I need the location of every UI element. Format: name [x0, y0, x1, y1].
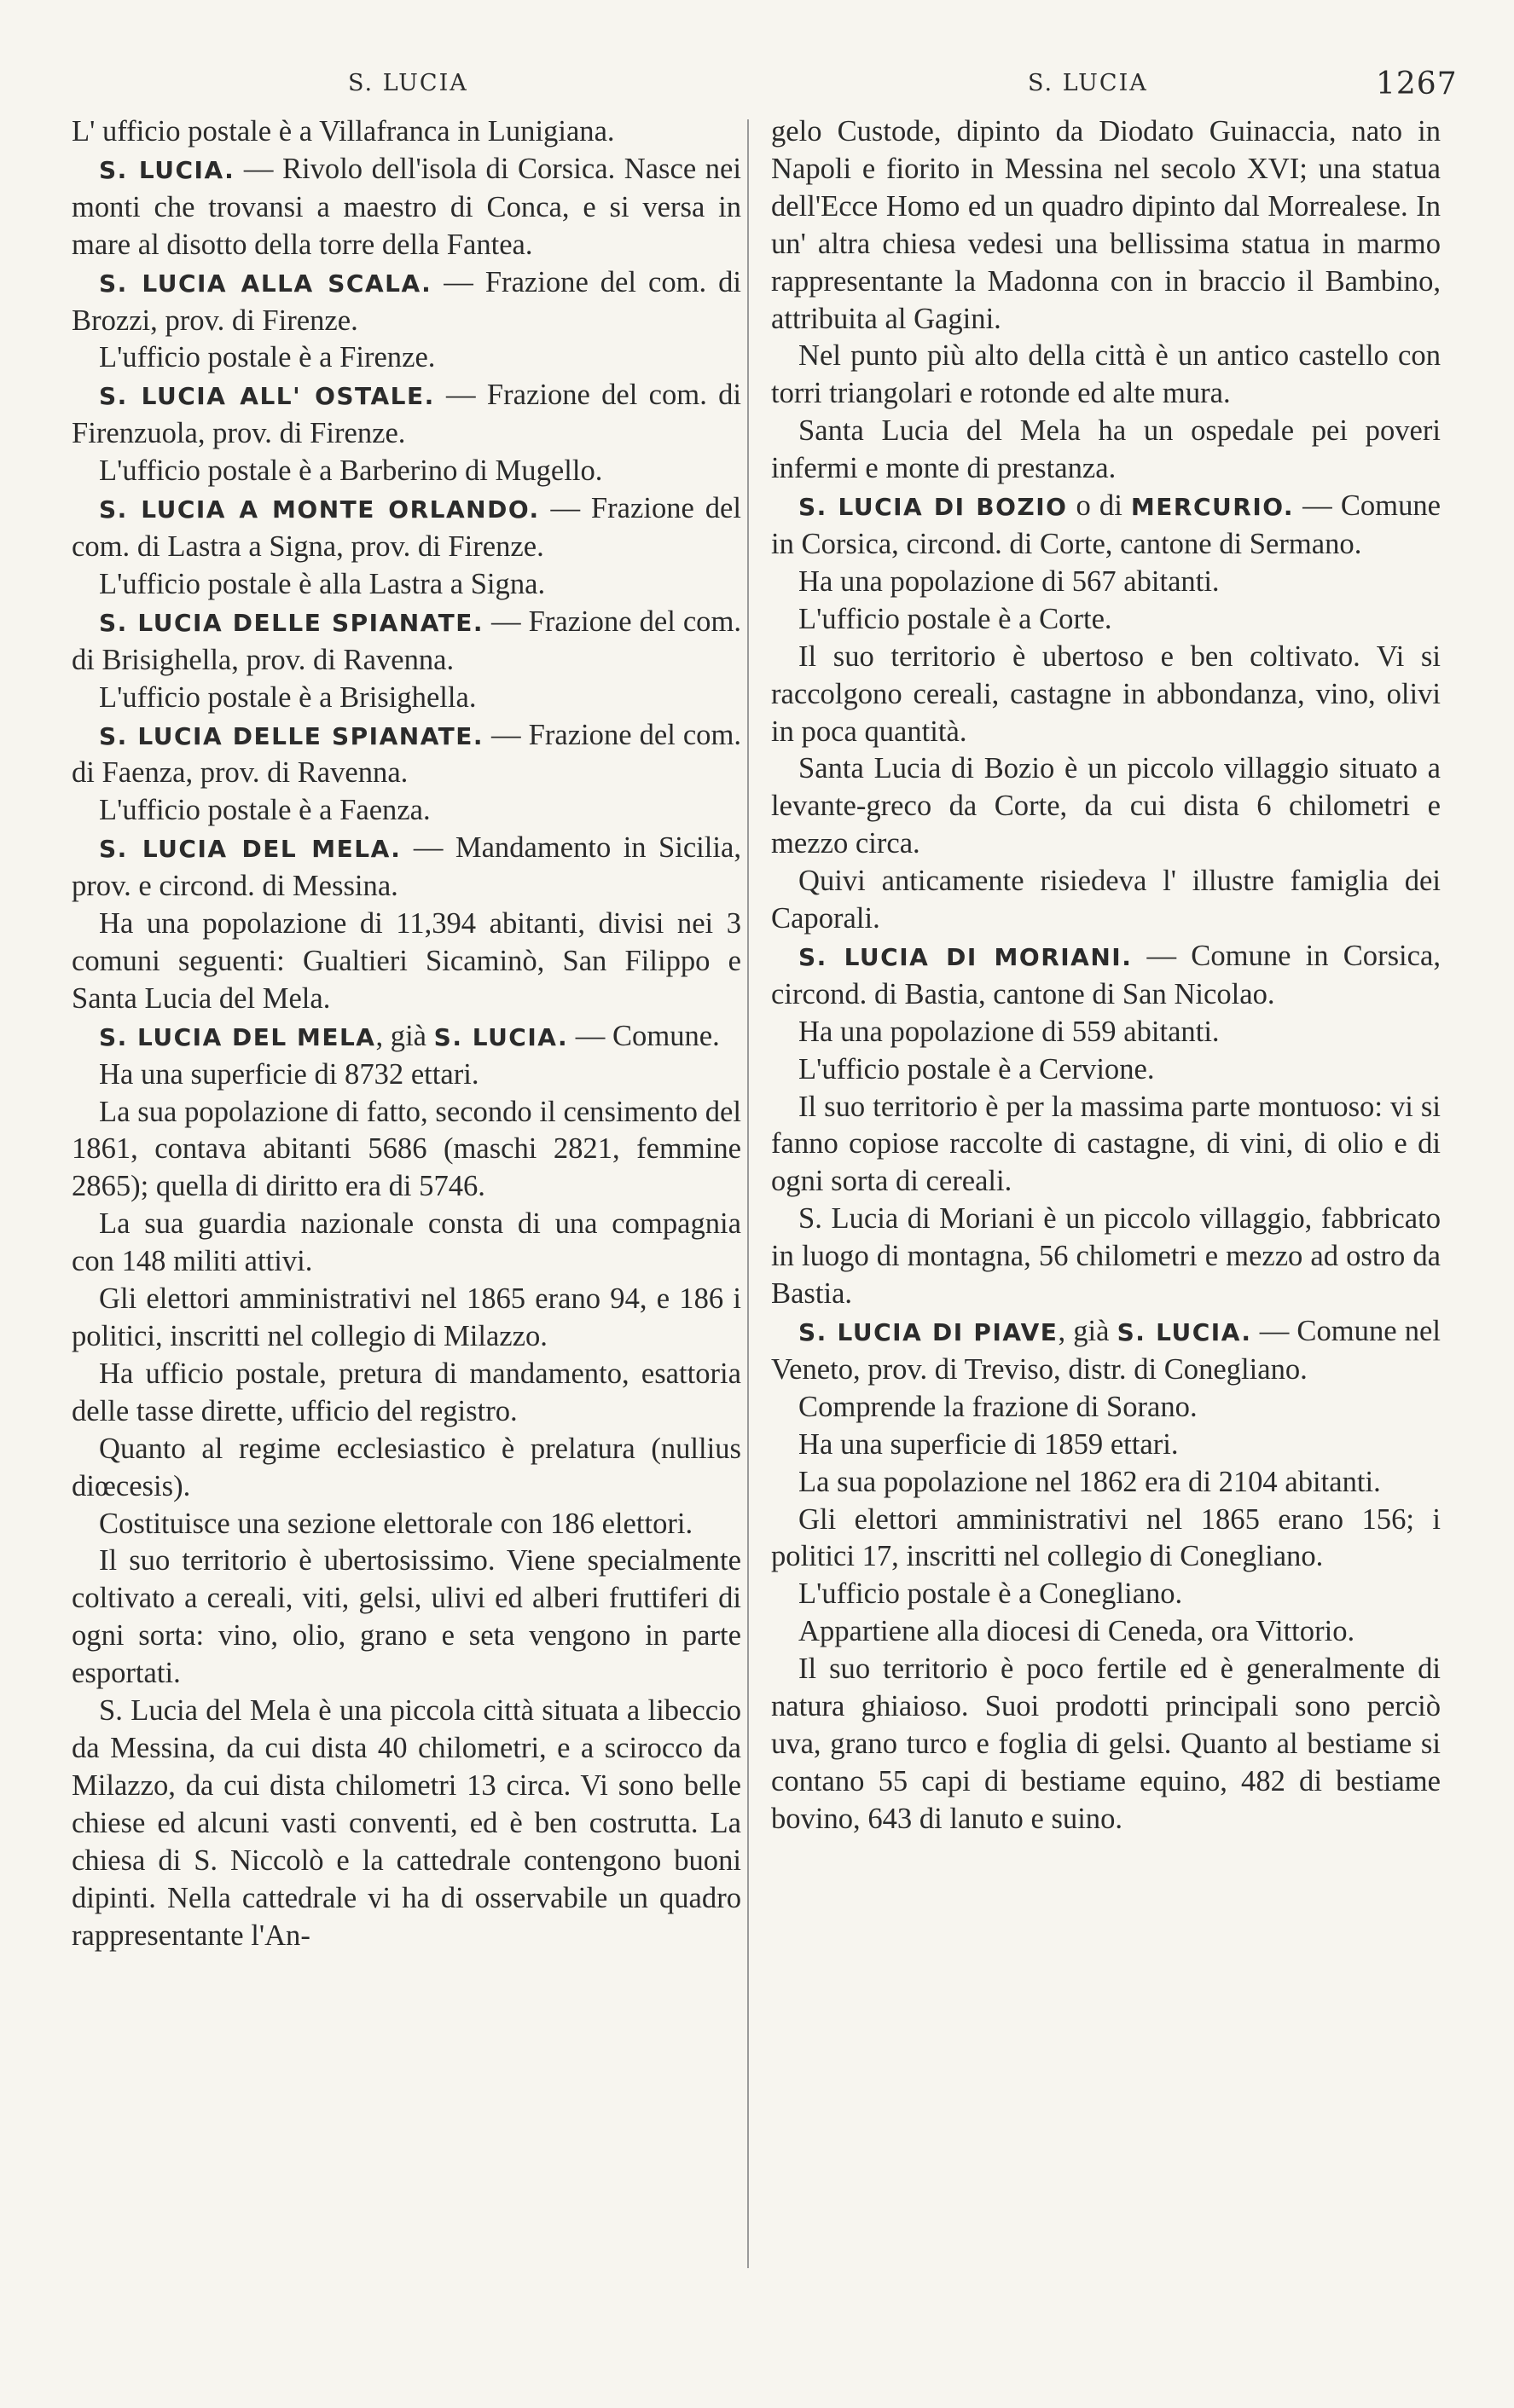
- entry-text: Gli elettori amministrativi nel 1865 erano 156; i politici 17, inscritti nel collegio di Conegliano.: [771, 1502, 1441, 1573]
- paragraph: [771, 750, 1441, 863]
- entry-text: o di: [1067, 489, 1131, 523]
- left-column: [72, 113, 741, 1954]
- paragraph: [771, 1089, 1441, 1201]
- paragraph: [72, 1693, 741, 1954]
- entry-paragraph: [72, 490, 741, 566]
- entry-text: — Frazione del com. di Faenza, prov. di Ravenna.: [72, 718, 741, 790]
- entry-headword: S. LUCIA DEL MELA: [99, 1022, 376, 1051]
- paragraph: [72, 113, 741, 151]
- entry-text: Ha una popolazione di 11,394 abitanti, divisi nei 3 comuni seguenti: Gualtieri Sicaminò, San Filippo e Santa Lucia del Mela.: [72, 907, 741, 1015]
- entry-text: Appartiene alla diocesi di Ceneda, ora Vittorio.: [798, 1615, 1355, 1648]
- entry-paragraph: [72, 1018, 741, 1056]
- entry-text: L'ufficio postale è a Cervione.: [798, 1052, 1155, 1085]
- entry-text: La sua popolazione nel 1862 era di 2104 abitanti.: [798, 1465, 1381, 1498]
- entry-text: , già: [375, 1019, 434, 1052]
- entry-paragraph: [72, 830, 741, 906]
- entry-headword: S. LUCIA.: [99, 155, 235, 184]
- entry-headword: S. LUCIA DI PIAVE: [798, 1318, 1059, 1346]
- paragraph: [771, 863, 1441, 938]
- entry-text: Costituisce una sezione elettorale con 186 elettori.: [99, 1507, 693, 1540]
- entry-text: L'ufficio postale è alla Lastra a Signa.: [99, 567, 546, 600]
- entry-text: L'ufficio postale è a Barberino di Mugello.: [99, 454, 603, 488]
- paragraph: [72, 1056, 741, 1094]
- entry-text: Ha una superficie di 8732 ettari.: [99, 1057, 479, 1091]
- entry-text: — Comune in Corsica, circond. di Bastia, cantone di San Nicolao.: [771, 939, 1441, 1010]
- entry-paragraph: [72, 604, 741, 680]
- entry-text: Comprende la frazione di Sorano.: [798, 1390, 1198, 1423]
- entry-text: L'ufficio postale è a Corte.: [798, 602, 1112, 635]
- page-number: 1267: [1376, 67, 1458, 101]
- entry-text: Il suo territorio è per la massima parte montuoso: vi si fanno copiose raccolte di castagne, di vini, di olio e di ogni sorta di cereali.: [771, 1090, 1441, 1198]
- paragraph: [771, 113, 1441, 338]
- entry-text: — Frazione del com. di Brisighella, prov. di Ravenna.: [72, 605, 741, 676]
- paragraph: [72, 1356, 741, 1431]
- entry-headword: S. LUCIA DI MORIANI.: [798, 942, 1133, 971]
- entry-paragraph: [72, 377, 741, 453]
- entry-paragraph: [72, 717, 741, 793]
- paragraph: [72, 1431, 741, 1506]
- entry-headword: S. LUCIA DEL MELA.: [99, 835, 402, 864]
- running-head-left: S. LUCIA: [348, 70, 468, 96]
- paragraph: [771, 1427, 1441, 1464]
- paragraph: [771, 1389, 1441, 1427]
- entry-headword: S. LUCIA A MONTE ORLANDO.: [99, 495, 540, 524]
- entry-text: L'ufficio postale è a Brisighella.: [99, 680, 477, 714]
- entry-text: Gli elettori amministrativi nel 1865 erano 94, e 186 i politici, inscritti nel collegio di Milazzo.: [72, 1282, 741, 1352]
- entry-text: L'ufficio postale è a Firenze.: [99, 341, 436, 374]
- entry-headword: S. LUCIA DELLE SPIANATE.: [99, 608, 484, 637]
- entry-text: — Frazione del com. di Firenzuola, prov. di Firenze.: [72, 379, 742, 450]
- entry-text: — Frazione del com. di Lastra a Signa, prov. di Firenze.: [72, 492, 741, 563]
- paragraph: [771, 413, 1441, 488]
- entry-text: Ha ufficio postale, pretura di mandamento, esattoria delle tasse dirette, ufficio del registro.: [72, 1357, 741, 1427]
- entry-headword: S. LUCIA ALLA SCALA.: [99, 269, 432, 298]
- entry-text: Il suo territorio è poco fertile ed è generalmente di natura ghiaioso. Suoi prodotti principali sono perciò uva, grano turco e foglia di gelsi. Quanto al bestiame si contano 55 capi di bestiame equino, 482 di bestiame bovino, 643 di lanuto e suino.: [771, 1653, 1441, 1835]
- entry-text: — Rivolo dell'isola di Corsica. Nasce nei monti che trovansi a maestro di Conca, e si versa in mare al disotto della torre della Fantea.: [72, 152, 741, 261]
- entry-text: Nel punto più alto della città è un antico castello con torri triangolari e rotonde ed alte mura.: [771, 339, 1441, 410]
- paragraph: [771, 1051, 1441, 1089]
- paragraph: [72, 792, 741, 830]
- entry-text: gelo Custode, dipinto da Diodato Guinaccia, nato in Napoli e fiorito in Messina nel secolo XVI; una statua dell'Ecce Homo ed un quadro dipinto dal Morrealese. In un' altra chiesa vedesi una bellissima statua in marmo rappresentante la Madonna con in braccio il Bambino, attribuita al Gagini.: [771, 115, 1441, 335]
- entry-text: Ha una popolazione di 559 abitanti.: [798, 1015, 1220, 1048]
- entry-headword: S. LUCIA DELLE SPIANATE.: [99, 721, 484, 750]
- entry-text: L'ufficio postale è a Conegliano.: [798, 1577, 1183, 1611]
- entry-text: La sua popolazione di fatto, secondo il censimento del 1861, contava abitanti 5686 (maschi 2821, femmine 2865); quella di diritto era di 5746.: [72, 1095, 741, 1203]
- paragraph: [771, 564, 1441, 601]
- entry-text: Santa Lucia del Mela ha un ospedale pei poveri infermi e monte di prestanza.: [771, 414, 1441, 485]
- paragraph: [771, 1014, 1441, 1051]
- paragraph: [72, 453, 741, 490]
- entry-headword: S. LUCIA.: [1117, 1318, 1252, 1346]
- entry-text: — Comune.: [568, 1019, 720, 1052]
- entry-text: Il suo territorio è ubertosissimo. Viene specialmente coltivato a cereali, viti, gelsi, ulivi ed alberi fruttiferi di ogni sorta: vino, olio, grano e seta vengono in parte esportati.: [72, 1544, 741, 1690]
- paragraph: [771, 338, 1441, 413]
- paragraph: [72, 339, 741, 377]
- entry-text: Quivi anticamente risiedeva l' illustre famiglia dei Caporali.: [771, 865, 1441, 935]
- paragraph: [771, 1502, 1441, 1577]
- entry-text: S. Lucia del Mela è una piccola città situata a libeccio da Messina, da cui dista 40 chilometri, e a scirocco da Milazzo, da cui dista chilometri 13 circa. Vi sono belle chiese ed alcuni vasti conventi, ed è ben costrutta. La chiesa di S. Niccolò e la cattedrale contengono buoni dipinti. Nella cattedrale vi ha di osservabile un quadro rappresentante l'An-: [72, 1694, 741, 1952]
- paragraph: [72, 1543, 741, 1693]
- entry-headword: S. LUCIA ALL' OSTALE.: [99, 382, 435, 411]
- entry-headword: S. LUCIA.: [433, 1022, 569, 1051]
- entry-paragraph: [771, 488, 1441, 564]
- entry-text: — Frazione del com. di Brozzi, prov. di Firenze.: [72, 265, 742, 337]
- entry-text: L' ufficio postale è a Villafranca in Lunigiana.: [72, 115, 615, 148]
- entry-paragraph: [771, 1313, 1441, 1389]
- entry-text: — Comune nel Veneto, prov. di Treviso, distr. di Conegliano.: [771, 1315, 1441, 1386]
- paragraph: [771, 601, 1441, 639]
- entry-text: Ha una popolazione di 567 abitanti.: [798, 564, 1220, 598]
- paragraph: [72, 1506, 741, 1543]
- paragraph: [771, 1201, 1441, 1313]
- running-head-right: S. LUCIA: [1028, 70, 1148, 96]
- entry-text: Santa Lucia di Bozio è un piccolo villaggio situato a levante-greco da Corte, da cui dista 6 chilometri e mezzo circa.: [771, 752, 1441, 860]
- entry-headword: S. LUCIA DI BOZIO: [798, 493, 1068, 522]
- paragraph: [72, 680, 741, 717]
- paragraph: [771, 1613, 1441, 1651]
- entry-paragraph: [771, 938, 1441, 1014]
- entry-text: — Comune in Corsica, circond. di Corte, cantone di Sermano.: [771, 489, 1441, 560]
- entry-text: La sua guardia nazionale consta di una compagnia con 148 militi attivi.: [72, 1207, 741, 1278]
- paragraph: [771, 1464, 1441, 1502]
- entry-text: Ha una superficie di 1859 ettari.: [798, 1427, 1179, 1461]
- entry-headword: MERCURIO.: [1130, 493, 1295, 522]
- entry-text: S. Lucia di Moriani è un piccolo villaggio, fabbricato in luogo di montagna, 56 chilometri e mezzo ad ostro da Bastia.: [771, 1202, 1441, 1311]
- paragraph: [72, 1206, 741, 1281]
- entry-text: Quanto al regime ecclesiastico è prelatura (nullius diœcesis).: [72, 1432, 741, 1502]
- entry-text: L'ufficio postale è a Faenza.: [99, 794, 431, 827]
- paragraph: [72, 906, 741, 1018]
- entry-paragraph: [72, 264, 741, 340]
- paragraph: [72, 566, 741, 604]
- entry-paragraph: [72, 151, 741, 264]
- paragraph: [771, 1576, 1441, 1613]
- entry-text: Il suo territorio è ubertoso e ben coltivato. Vi si raccolgono cereali, castagne in abbondanza, vino, olivi in poca quantità.: [771, 640, 1441, 748]
- paragraph: [72, 1094, 741, 1207]
- paragraph: [72, 1281, 741, 1356]
- right-column: [771, 113, 1441, 1838]
- paragraph: [771, 639, 1441, 751]
- entry-text: — Mandamento in Sicilia, prov. e circond. di Messina.: [72, 831, 741, 903]
- column-divider: [747, 119, 749, 2268]
- entry-text: , già: [1058, 1315, 1117, 1347]
- paragraph: [771, 1651, 1441, 1838]
